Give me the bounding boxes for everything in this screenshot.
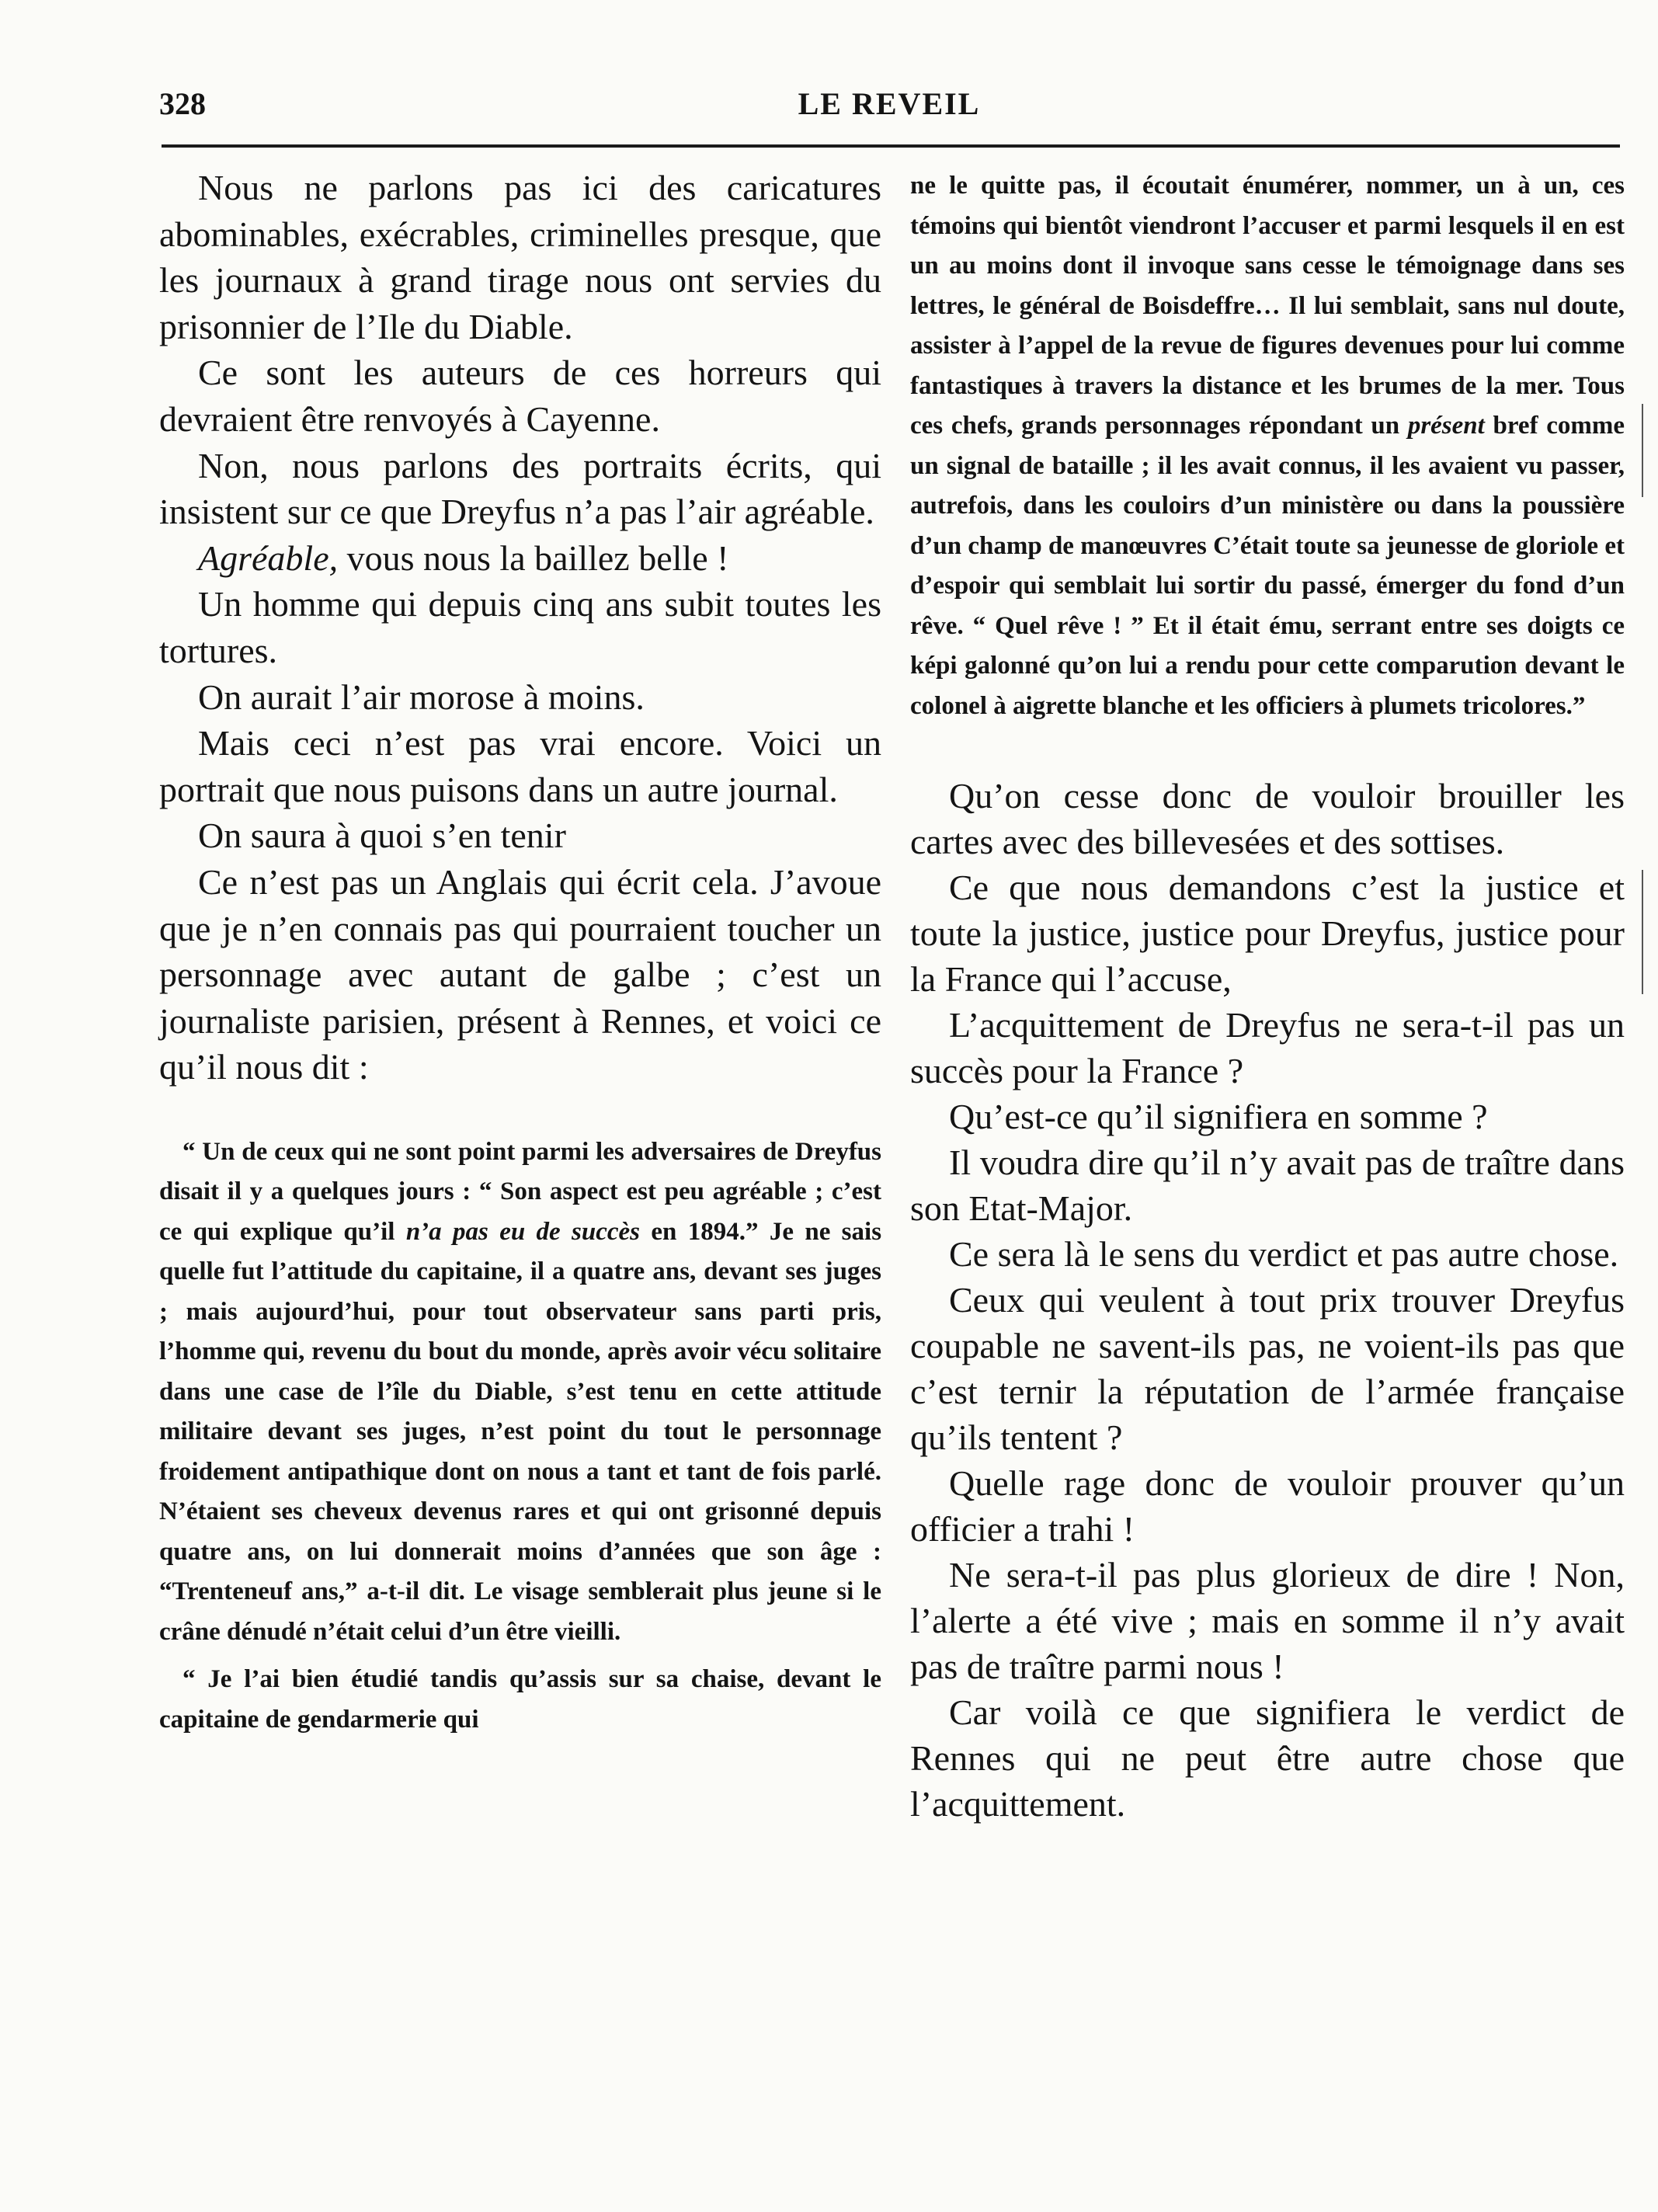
paragraph: Ce n’est pas un Anglais qui écrit cela. J’avoue que je n’en connais pas qui pourraient toucher un personnage avec autant de galbe ; c’est un journaliste parisien, présent à Rennes, et voici ce qu’il nous dit :: [159, 861, 881, 1087]
paragraph: Il voudra dire qu’il n’y avait pas de traître dans son Etat-Major.: [910, 1143, 1625, 1228]
paragraph: Ce que nous demandons c’est la justice et toute la justice, justice pour Dreyfus, justice pour la France qui l’accuse,: [910, 868, 1625, 999]
page-number: 328: [159, 86, 206, 121]
spacer: [910, 726, 1625, 773]
paragraph: Ce sont les auteurs de ces horreurs qui devraient être renvoyés à Cayenne.: [159, 353, 881, 439]
paragraph: On aurait l’air morose à moins.: [198, 676, 645, 717]
right-column: [910, 166, 1625, 1827]
paragraph: Ne sera-t-il pas plus glorieux de dire ! Non, l’alerte a été vive ; mais en somme il n’y avait pas de traître parmi nous !: [910, 1555, 1625, 1686]
paragraph: Nous ne parlons pas ici des caricatures abominables, exécrables, criminelles presque, que les journaux à grand tirage nous ont servies du prisonnier de l’Ile du Diable.: [159, 168, 881, 346]
quote-block-continued: [910, 166, 1625, 726]
quote-italic: n’a pas eu de succès: [405, 1217, 641, 1246]
paragraph: Un homme qui depuis cinq ans subit toutes les tortures.: [159, 584, 881, 670]
quote-block: [159, 1132, 881, 1653]
paragraph: Ce sera là le sens du verdict et pas autre chose.: [949, 1234, 1619, 1274]
quote-text: bref comme un signal de bataille ; il les avait connus, il les avaient vu passer, autrefois, dans les couloirs d’un ministère ou dans la poussière d’un champ de manœuvres C’était toute sa jeunesse de gloriole et d’espoir qui semblait lui sortir du passé, émerger du fond d’un rêve. “ Quel rêve ! ” Et il était ému, serrant entre ses doigts ce képi galonné qu’on lui a rendu pour cette comparution devant le colonel à aigrette blanche et les officiers à plumets tricolores.”: [910, 412, 1625, 720]
quote-block: “ Je l’ai bien étudié tandis qu’assis sur sa chaise, devant le capitaine de gendarmerie qui: [159, 1665, 881, 1734]
spacer: [159, 1652, 881, 1660]
paragraph: Car voilà ce que signifiera le verdict de Rennes qui ne peut être autre chose que l’acquittement.: [910, 1692, 1625, 1824]
paragraph-agreable: [159, 535, 881, 582]
paragraph: Ceux qui veulent à tout prix trouver Dreyfus coupable ne savent-ils pas, ne voient-ils pas que c’est ternir la réputation de l’armée française qu’ils tentent ?: [910, 1280, 1625, 1457]
paragraph: L’acquittement de Dreyfus ne sera-t-il pas un succès pour la France ?: [910, 1005, 1625, 1090]
quote-text: ne le quitte pas, il écoutait énumérer, nommer, un à un, ces témoins qui bientôt viendront l’accuser et parmi lesquels il en est un au moins dont il invoque sans cesse le témoignage dans ses lettres, le général de Boisdeffre… Il lui semblait, sans nul doute, assister à l’appel de la revue de figures devenues pour lui comme fantastiques à travers la distance et les brumes de la mer. Tous ces chefs, grands personnages répondant un: [910, 172, 1625, 440]
left-column: [159, 165, 881, 1740]
quote-text: “ Un de ceux qui ne sont point parmi les adversaires de Dreyfus disait il y a quelques jours : “ Son aspect est peu agréable ; c’est ce qui explique qu’il: [159, 1137, 881, 1246]
paragraph: Non, nous parlons des portraits écrits, qui insistent sur ce que Dreyfus n’a pas l’air agréable.: [159, 445, 881, 532]
paragraph: Mais ceci n’est pas vrai encore. Voici un portrait que nous puisons dans un autre journal.: [159, 723, 881, 809]
paragraph: Qu’est-ce qu’il signifiera en somme ?: [949, 1097, 1488, 1136]
quote-italic: présent: [1407, 412, 1485, 440]
quote-text: en 1894.” Je ne sais quelle fut l’attitude du capitaine, il a quatre ans, devant ses juges ; mais aujourd’hui, pour tout observateur sans parti pris, l’homme qui, revenu du bout du monde, après avoir vécu solitaire dans une case de l’île du Diable, s’est tenu en cette attitude militaire devant ses juges, n’est point du tout le personnage froidement antipathique dont on nous a tant et tant de fois parlé. N’étaient ses cheveux devenus rares et qui ont grisonné depuis quatre ans, on lui donnerait moins d’années que son âge : “Trenteneuf ans,” a-t-il dit. Le visage semblerait plus jeune si le crâne dénudé n’était celui d’un être vieilli.: [159, 1217, 882, 1646]
margin-mark: [1642, 404, 1643, 497]
page-header: [159, 85, 1619, 129]
paragraph-text: vous nous la baillez belle !: [346, 537, 729, 578]
italic-word: Agréable,: [198, 537, 339, 578]
margin-mark: [1642, 870, 1643, 994]
paragraph: Qu’on cesse donc de vouloir brouiller les cartes avec des billevesées et des sottises.: [910, 776, 1625, 861]
spacer: [159, 1090, 881, 1132]
running-title: LE REVEIL: [798, 86, 981, 121]
header-rule: [162, 144, 1620, 148]
paragraph: Quelle rage donc de vouloir prouver qu’un officier a trahi !: [910, 1463, 1625, 1549]
paragraph: On saura à quoi s’en tenir: [198, 816, 566, 856]
